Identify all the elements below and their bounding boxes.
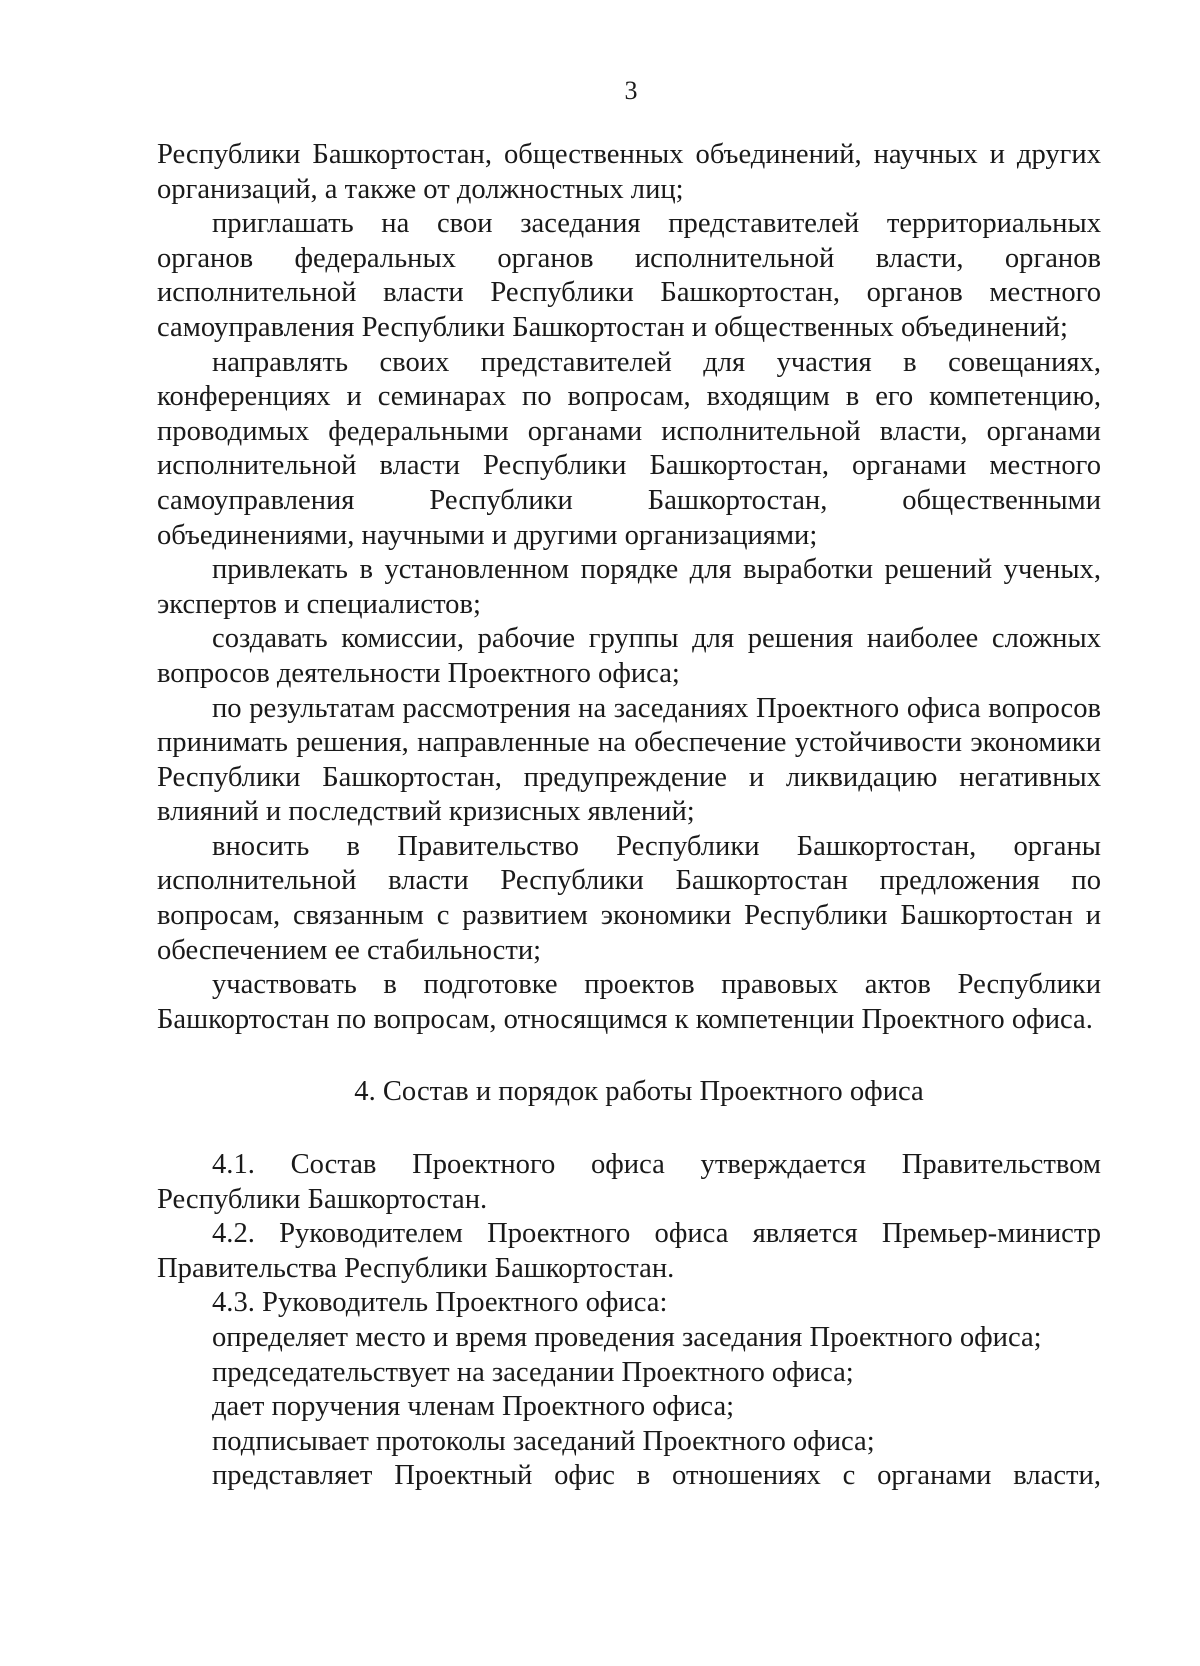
duty-item: определяет место и время проведения заседания Проектного офиса; — [212, 1322, 1042, 1353]
duty-item: дает поручения членам Проектного офиса; — [212, 1391, 735, 1423]
paragraph-4-3: 4.3. Руководитель Проектного офиса: — [212, 1287, 668, 1319]
paragraph-continuation: Республики Башкортостан, общественных объединений, научных и других организаций, а также от должностных лиц; — [157, 139, 1101, 205]
page-number: 3 — [624, 76, 638, 105]
document-body — [157, 138, 1101, 1494]
paragraph-4-1: 4.1. Состав Проектного офиса утверждается Правительством Республики Башкортостан. — [157, 1149, 1101, 1215]
duty-item: подписывает протоколы заседаний Проектного офиса; — [212, 1425, 875, 1457]
paragraph-4-2: 4.2. Руководителем Проектного офиса является Премьер-министр Правительства Республики Башкортостан. — [157, 1218, 1101, 1284]
paragraph-participate-drafting: участвовать в подготовке проектов правовых актов Республики Башкортостан по вопросам, относящимся к компетенции Проектного офиса. — [157, 969, 1101, 1035]
last-line: представляет Проектный офис в отношениях с органами власти, — [212, 1460, 1101, 1492]
section-heading: 4. Состав и порядок работы Проектного офиса — [354, 1076, 924, 1108]
paragraph-engage-experts: привлекать в установленном порядке для выработки решений ученых, экспертов и специалистов; — [157, 554, 1101, 620]
paragraph-make-decisions: по результатам рассмотрения на заседаниях Проектного офиса вопросов принимать решения, направленные на обеспечение устойчивости экономики Республики Башкортостан, предупреждение и ликвидацию негативных влияний и последствий кризисных явлений; — [157, 692, 1101, 828]
paragraph-invite: приглашать на свои заседания представителей территориальных органов федеральных органов исполнительной власти, органов исполнительной власти Республики Башкортостан, органов местного самоуправления Республики Башкортостан и общественных объединений; — [157, 208, 1101, 343]
paragraph-create-commissions: создавать комиссии, рабочие группы для решения наиболее сложных вопросов деятельности Проектного офиса; — [157, 623, 1101, 689]
paragraph-send-representatives: направлять своих представителей для участия в совещаниях, конференциях и семинарах по вопросам, входящим в его компетенцию, проводимых федеральными органами исполнительной власти, органами исполнительной власти Республики Башкортостан, органами местного самоуправления Республики Башкортостан, общественными объединениями, научными и другими организациями; — [157, 346, 1101, 551]
paragraph-submit-proposals: вносить в Правительство Республики Башкортостан, органы исполнительной власти Республики Башкортостан предложения по вопросам, связанным с развитием экономики Республики Башкортостан и обеспечением ее стабильности; — [157, 830, 1101, 966]
duty-item: председательствует на заседании Проектного офиса; — [212, 1356, 854, 1388]
